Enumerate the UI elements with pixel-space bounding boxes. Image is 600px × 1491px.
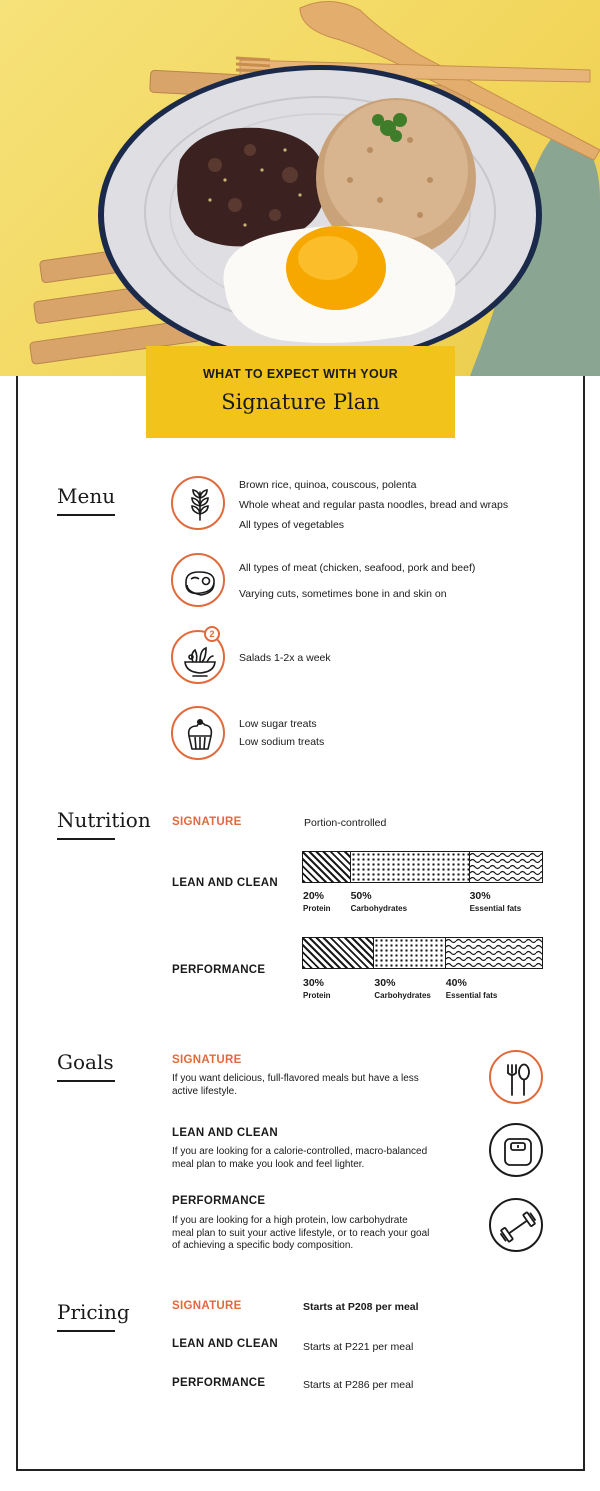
goal-description-line: meal plan to make you look and feel lighter. — [172, 1158, 365, 1170]
goal-name-performance: PERFORMANCE — [172, 1195, 266, 1207]
goal-description — [172, 1146, 427, 1171]
dumbbell-icon — [489, 1198, 543, 1252]
food-plate-illustration — [0, 0, 600, 376]
goal-name-lean-and-clean: LEAN AND CLEAN — [172, 1127, 278, 1139]
steak-icon — [171, 553, 225, 607]
goal-description — [172, 1215, 429, 1253]
goals-title-underline — [57, 1080, 115, 1082]
plan-header-badge — [146, 346, 455, 438]
lean-macro-bar — [302, 851, 543, 883]
nutrition-section-title: Nutrition — [57, 808, 151, 832]
menu-item-text: All types of meat (chicken, seafood, pork and beef) — [239, 562, 476, 574]
menu-item-text: Low sugar treats — [239, 718, 317, 730]
goal-description-line: of achieving a specific body composition. — [172, 1240, 354, 1251]
macro-label: Essential fats — [445, 991, 498, 1000]
plan-name-signature: SIGNATURE — [172, 816, 242, 828]
macro-percent: 30% — [303, 977, 325, 989]
pricing-title-underline — [57, 1330, 115, 1332]
menu-item-text: Salads 1-2x a week — [239, 652, 331, 664]
plan-name-lean-and-clean: LEAN AND CLEAN — [172, 877, 278, 889]
plan-name-performance: PERFORMANCE — [172, 964, 266, 976]
price-signature: Starts at P208 per meal — [303, 1301, 419, 1313]
header-title: Signature Plan — [221, 390, 380, 414]
macro-percent: 20% — [303, 890, 325, 902]
macro-label: Protein — [303, 904, 331, 913]
pricing-section-title: Pricing — [57, 1300, 130, 1324]
fork-spoon-icon — [489, 1050, 543, 1104]
menu-item-text: Whole wheat and regular pasta noodles, bread and wraps — [239, 499, 509, 511]
macro-percent: 40% — [445, 977, 467, 989]
header-kicker: WHAT TO EXPECT WITH YOUR — [202, 367, 399, 381]
macro-percent: 30% — [374, 977, 396, 989]
scale-icon — [489, 1123, 543, 1177]
macro-label: Carbohydrates — [374, 991, 431, 1000]
menu-item-text: Brown rice, quinoa, couscous, polenta — [239, 479, 417, 491]
protein-segment — [303, 852, 351, 882]
price-performance: Starts at P286 per meal — [303, 1379, 414, 1391]
nutrition-title-underline — [57, 838, 115, 840]
menu-item-text: All types of vegetables — [239, 519, 345, 531]
price-plan-lean-and-clean: LEAN AND CLEAN — [172, 1338, 278, 1350]
price-plan-performance: PERFORMANCE — [172, 1377, 266, 1389]
goal-name-signature: SIGNATURE — [172, 1054, 242, 1066]
frequency-badge: 2 — [204, 626, 220, 642]
macro-percent: 30% — [469, 890, 491, 902]
goal-description-line: If you are looking for a high protein, low carbohydrate — [172, 1215, 408, 1226]
macro-percent: 50% — [350, 890, 372, 902]
goal-description-line: If you want delicious, full-flavored meals but have a less — [172, 1073, 419, 1084]
menu-item-text: Varying cuts, sometimes bone in and skin on — [239, 588, 447, 600]
cupcake-icon — [171, 706, 225, 760]
protein-segment — [303, 938, 374, 968]
goals-section-title: Goals — [57, 1050, 114, 1074]
goal-description-line: If you are looking for a calorie-controlled, macro-balanced — [172, 1146, 428, 1157]
macro-label: Carbohydrates — [350, 904, 408, 913]
menu-section-title: Menu — [57, 484, 116, 508]
goal-description-line: active lifestyle. — [172, 1085, 238, 1097]
signature-nutrition-note: Portion-controlled — [304, 817, 387, 829]
goal-description-line: meal plan to suit your active lifestyle, or to reach your goal — [172, 1227, 430, 1239]
carbohydrates-segment — [374, 938, 445, 968]
carbohydrates-segment — [351, 852, 470, 882]
essential-fats-segment — [446, 938, 541, 968]
price-plan-signature: SIGNATURE — [172, 1300, 242, 1312]
performance-macro-bar — [302, 937, 543, 969]
price-lean-and-clean: Starts at P221 per meal — [303, 1341, 414, 1353]
macro-label: Essential fats — [469, 904, 522, 913]
grain-icon — [171, 476, 225, 530]
hero-photo — [0, 0, 600, 376]
essential-fats-segment — [470, 852, 541, 882]
menu-title-underline — [57, 514, 115, 516]
menu-item-text: Low sodium treats — [239, 736, 325, 748]
macro-label: Protein — [303, 991, 331, 1000]
goal-description — [172, 1073, 419, 1098]
